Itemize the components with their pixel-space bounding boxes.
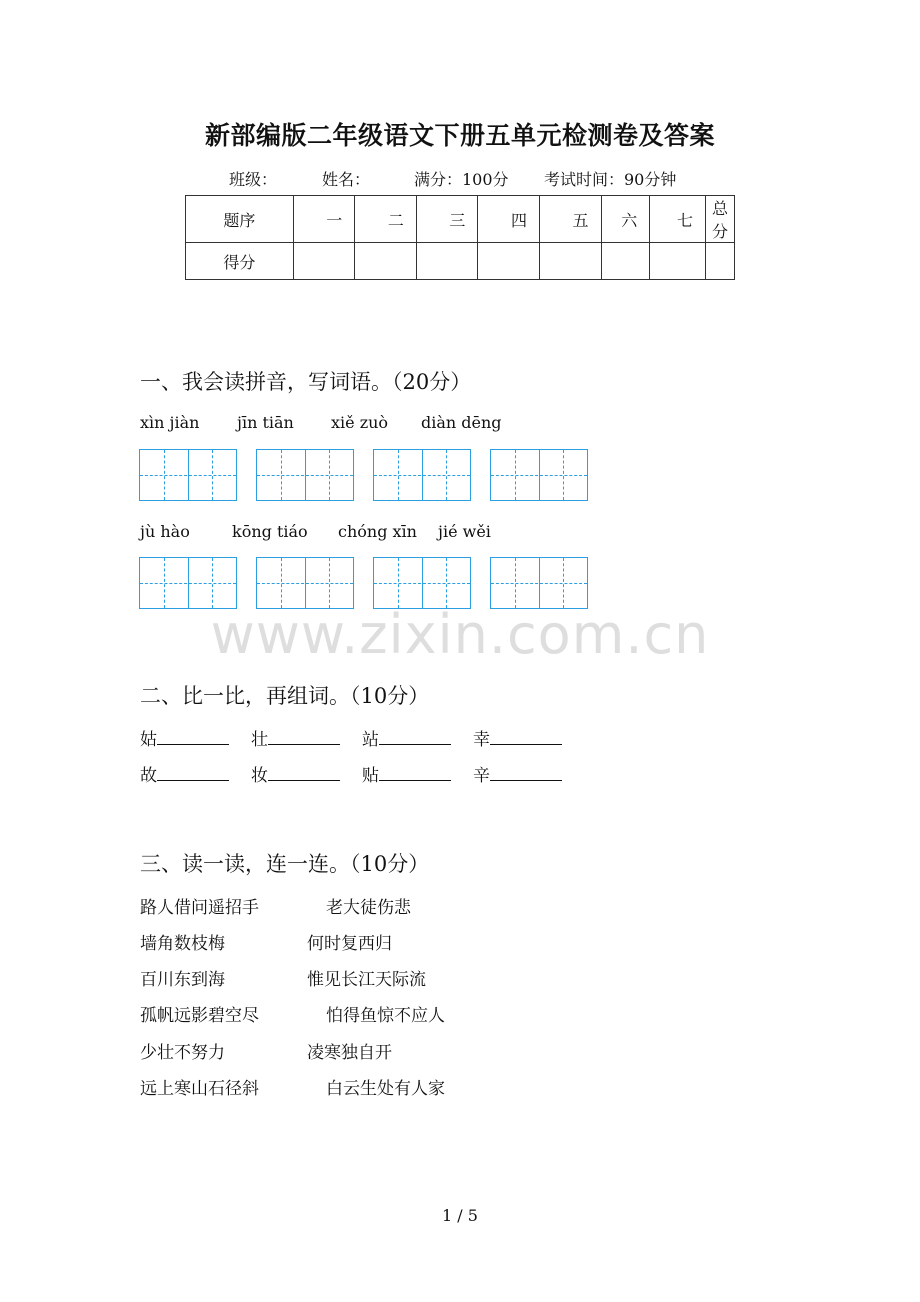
document-title: 新部编版二年级语文下册五单元检测卷及答案 [204,121,715,150]
score-header-cell: 一 [293,196,355,243]
answer-blank[interactable] [268,764,340,781]
pinyin-text: chóng xīn [338,522,417,541]
score-header-cell: 七 [650,196,706,243]
compare-row-1 [140,725,740,749]
compare-item[interactable] [251,725,340,750]
writing-box[interactable] [139,557,237,609]
poem-line-right[interactable]: 惟见长江天际流 [307,970,426,990]
watermark: www.zixin.com.cn [210,603,710,666]
exam-time: 考试时间：90分钟 [544,170,677,189]
pinyin-text: jīn tiān [237,413,294,432]
score-table-header-row [186,196,735,243]
score-cell[interactable] [705,243,734,280]
answer-blank[interactable] [490,764,562,781]
pinyin-text: jié wěi [438,522,491,541]
compare-char: 壮 [251,730,268,750]
pinyin-row-1 [140,413,740,435]
score-table-score-row [186,243,735,280]
score-table [185,195,735,280]
pinyin-text: xiě zuò [331,413,389,432]
poem-line-right[interactable]: 凌寒独自开 [307,1043,392,1063]
score-cell[interactable] [601,243,650,280]
score-header-cell: 题序 [186,196,294,243]
poem-line-left[interactable]: 少壮不努力 [140,1043,225,1063]
compare-item[interactable] [473,761,562,786]
score-row-label: 得分 [186,243,294,280]
poem-line-right[interactable]: 白云生处有人家 [326,1079,445,1099]
writing-box[interactable] [256,449,354,501]
score-cell[interactable] [416,243,478,280]
compare-char: 故 [140,766,157,786]
name-label: 姓名： [322,170,371,189]
writing-box[interactable] [373,449,471,501]
score-cell[interactable] [650,243,706,280]
answer-blank[interactable] [379,764,451,781]
poem-line-right[interactable]: 怕得鱼惊不应人 [326,1006,445,1026]
score-header-cell: 总分 [705,196,734,243]
compare-char: 幸 [473,730,490,750]
answer-blank[interactable] [379,728,451,745]
poem-line-left[interactable]: 远上寒山石径斜 [140,1079,259,1099]
poem-line-right[interactable]: 何时复西归 [307,934,392,954]
exam-info-line [0,167,920,189]
pinyin-text: kōng tiáo [232,522,308,541]
poem-line-right[interactable]: 老大徒伤悲 [326,898,411,918]
compare-item[interactable] [140,761,229,786]
poem-line-left[interactable]: 路人借问遥招手 [140,898,259,918]
answer-blank[interactable] [157,728,229,745]
answer-blank[interactable] [490,728,562,745]
score-cell[interactable] [355,243,417,280]
writing-box[interactable] [490,449,588,501]
score-header-cell: 六 [601,196,650,243]
score-cell[interactable] [293,243,355,280]
score-header-cell: 三 [416,196,478,243]
compare-item[interactable] [473,725,562,750]
compare-row-2 [140,761,740,785]
answer-blank[interactable] [268,728,340,745]
poem-line-left[interactable]: 孤帆远影碧空尽 [140,1006,259,1026]
section2-heading: 二、比一比，再组词。（10分） [140,684,430,708]
score-cell[interactable] [478,243,540,280]
page-number: 1 / 5 [442,1206,478,1225]
compare-char: 妆 [251,766,268,786]
pinyin-text: xìn jiàn [140,413,200,432]
score-cell[interactable] [539,243,601,280]
score-header-cell: 四 [478,196,540,243]
compare-item[interactable] [140,725,229,750]
compare-char: 辛 [473,766,490,786]
section3-heading: 三、读一读，连一连。（10分） [140,852,430,876]
writing-box[interactable] [256,557,354,609]
writing-box[interactable] [139,449,237,501]
compare-item[interactable] [251,761,340,786]
score-header-cell: 五 [539,196,601,243]
score-header-cell: 二 [355,196,417,243]
compare-item[interactable] [362,725,451,750]
compare-char: 姑 [140,730,157,750]
writing-box[interactable] [490,557,588,609]
compare-item[interactable] [362,761,451,786]
writing-box[interactable] [373,557,471,609]
pinyin-text: jù hào [140,522,190,541]
section1-heading: 一、我会读拼音，写词语。（20分） [140,370,472,394]
pinyin-text: diàn dēng [421,413,502,432]
full-score: 满分：100分 [414,170,509,189]
writing-grid-row-1 [0,449,920,503]
pinyin-row-2 [140,522,740,544]
class-label: 班级： [229,170,278,189]
poem-line-left[interactable]: 百川东到海 [140,970,225,990]
compare-char: 站 [362,730,379,750]
compare-char: 贴 [362,766,379,786]
answer-blank[interactable] [157,764,229,781]
poem-line-left[interactable]: 墙角数枝梅 [140,934,225,954]
